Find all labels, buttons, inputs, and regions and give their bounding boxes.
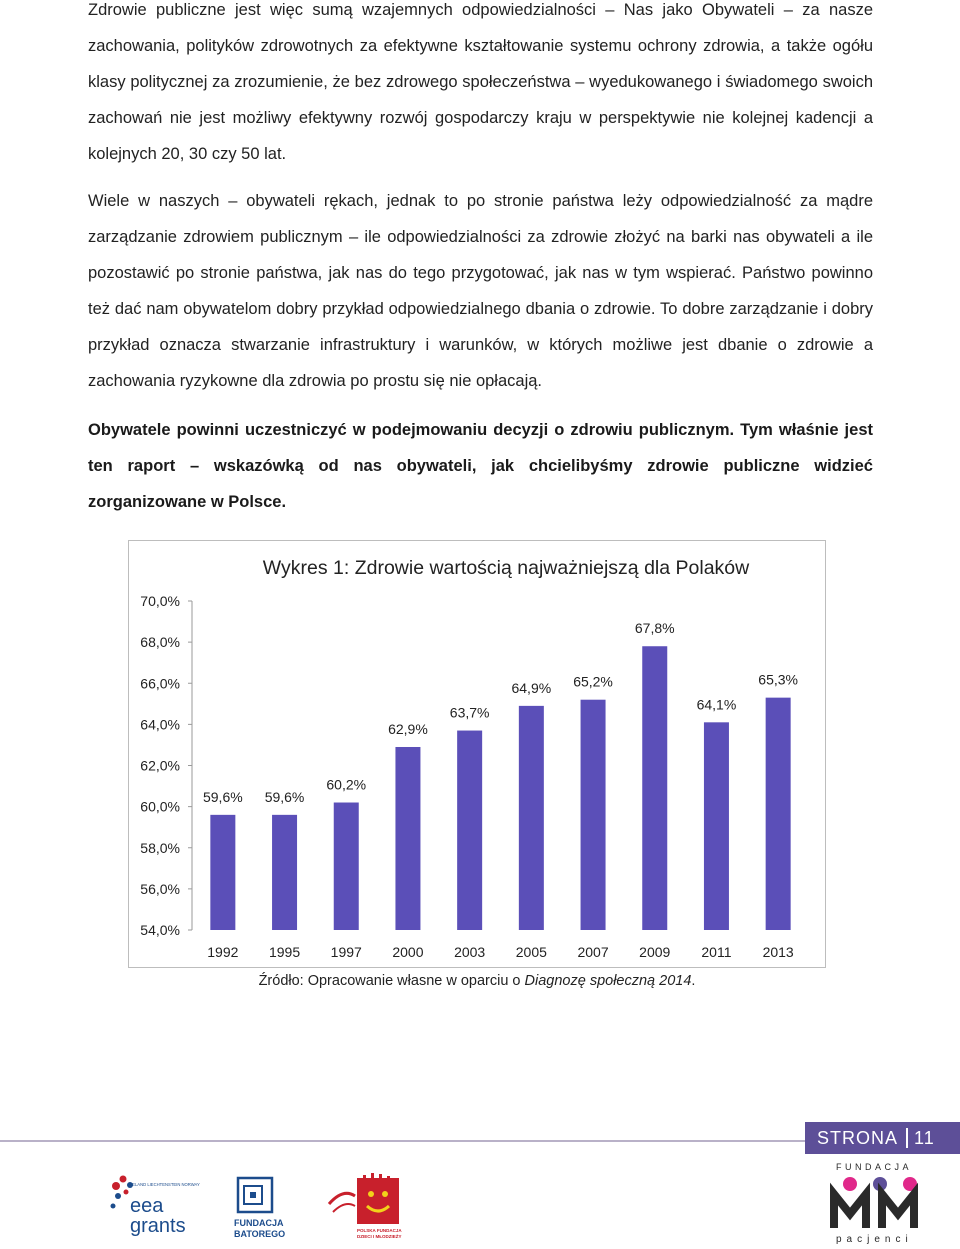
pfdim-line2: DZIECI I MŁODZIEŻY — [357, 1234, 402, 1239]
bar-chart — [129, 541, 827, 969]
bar-data-label: 64,9% — [511, 679, 552, 696]
bar — [395, 747, 420, 930]
x-tick-label: 2000 — [392, 944, 424, 960]
x-tick-label: 1992 — [207, 944, 239, 960]
paragraph-1: Zdrowie publiczne jest więc sumą wzajemnych odpowiedzialności – Nas jako Obywateli – za nasze zachowania, polityków zdrowotnych za efektywne kształtowanie systemu ochrony zdrowia, a także ogółu klasy politycznej za zrozumienie, że bez zdrowego społeczeństwa – wyedukowanego i świadomego swoich zachowań nie jest możliwy efektywny rozwój gospodarczy kraju w perspektywie nie kolejnej kadencji a kolejnych 20, 30 czy 50 lat. — [88, 1, 873, 163]
chart-title: Wykres 1: Zdrowie wartością najważniejszą dla Polaków — [262, 557, 750, 579]
mm-top-text: FUNDACJA — [836, 1162, 913, 1172]
eea-top-text: ICELAND LIECHTENSTEIN NORWAY — [128, 1182, 200, 1187]
y-tick-label: 64,0% — [140, 716, 180, 733]
bar-data-label: 65,2% — [573, 673, 613, 690]
x-tick-label: 1997 — [330, 944, 362, 960]
x-tick-label: 2005 — [515, 944, 547, 960]
bar — [581, 700, 606, 930]
source-suffix: . — [691, 973, 696, 989]
bar-data-label: 67,8% — [634, 620, 675, 637]
page-separator — [906, 1128, 908, 1148]
x-tick-label: 1995 — [268, 944, 301, 960]
pfdim-line1: POLSKA FUNDACJA — [357, 1228, 402, 1233]
y-tick-label: 58,0% — [140, 839, 180, 856]
bar-data-label: 60,2% — [326, 776, 367, 793]
bar — [519, 706, 544, 930]
page-number: 11 — [914, 1127, 935, 1148]
y-tick-label: 70,0% — [140, 593, 180, 609]
y-tick-label: 56,0% — [140, 880, 180, 897]
bar — [642, 646, 667, 930]
eea-word: eea — [130, 1195, 164, 1217]
pfdim-logo — [325, 1172, 405, 1240]
y-tick-label: 66,0% — [140, 675, 180, 692]
eea-grants-logo — [108, 1172, 203, 1238]
bar-data-label: 59,6% — [202, 788, 243, 805]
paragraph-3-bold: Obywatele powinni uczestniczyć w podejmowaniu decyzji o zdrowiu publicznym. Tym właśnie jest ten raport – wskazówką od nas obywateli, jak chcielibyśmy zdrowie publiczne widzieć zorganizowane w Polsce. — [88, 421, 873, 511]
batory-line2: BATOREGO — [234, 1229, 286, 1239]
y-tick-label: 60,0% — [140, 798, 180, 815]
page-label: STRONA — [817, 1127, 899, 1148]
paragraph-2: Wiele w naszych – obywateli rękach, jednak to po stronie państwa leży odpowiedzialność za mądre zarządzanie zdrowiem publicznym – ile odpowiedzialności za zdrowie złożyć na barki nas obywateli a ile pozostawić po stronie państwa, jak nas do tego przygotować, jak nas w tym wspierać. Państwo powinno też dać nam obywatelom dobry przykład odpowiedzialnego dbania o zdrowie. To dobre zarządzanie i dobry przykład oznacza stwarzanie infrastruktury i warunków, w których możliwe jest dbanie o zdrowie a zachowania ryzykowne dla zdrowia po prostu się nie opłacają. — [88, 192, 873, 390]
bar — [704, 722, 729, 930]
y-tick-label: 68,0% — [140, 634, 180, 651]
fundacja-batorego-logo — [232, 1176, 294, 1240]
source-prefix: Źródło: Opracowanie własne w oparciu o — [258, 973, 525, 989]
x-tick-label: 2013 — [762, 944, 794, 960]
bar — [272, 815, 297, 930]
bar-data-label: 63,7% — [449, 704, 490, 721]
batory-line1: FUNDACJA — [234, 1218, 284, 1228]
source-italic: Diagnozę społeczną 2014 — [524, 973, 692, 989]
x-tick-label: 2007 — [577, 944, 609, 960]
bar-data-label: 59,6% — [264, 788, 305, 805]
x-tick-label: 2011 — [701, 944, 732, 960]
fundacja-my-pacjenci-logo — [830, 1158, 932, 1244]
bar — [334, 803, 359, 930]
bar-data-label: 62,9% — [388, 720, 428, 737]
y-tick-label: 54,0% — [140, 922, 180, 938]
x-tick-label: 2009 — [639, 944, 671, 960]
chart-source — [128, 973, 826, 989]
mm-bottom-text: pacjenci — [836, 1234, 913, 1244]
page-number-tab — [805, 1122, 960, 1154]
bar — [457, 731, 482, 930]
bar-data-label: 64,1% — [696, 696, 737, 713]
bar — [766, 698, 791, 930]
bar — [210, 815, 235, 930]
bar-data-label: 65,3% — [758, 671, 799, 688]
grants-word: grants — [130, 1215, 186, 1237]
chart-container — [128, 540, 826, 968]
y-tick-label: 62,0% — [140, 757, 180, 774]
x-tick-label: 2003 — [454, 944, 486, 960]
